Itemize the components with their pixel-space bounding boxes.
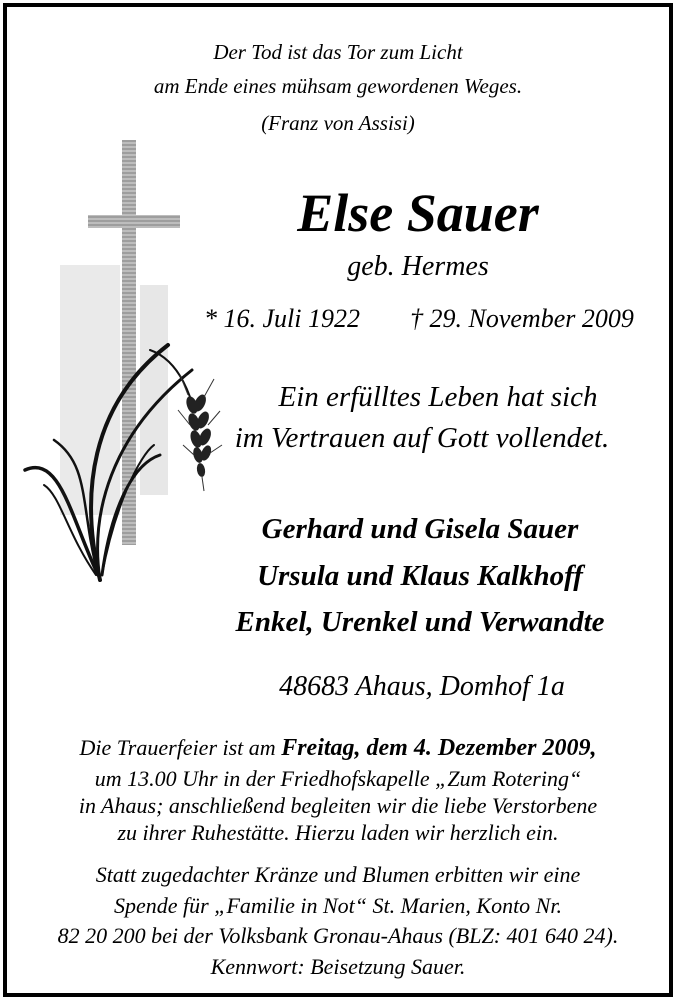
funeral-line-3: in Ahaus; anschließend begleiten wir die liebe Verstorbene	[78, 793, 598, 818]
death-date: † 29. November 2009	[410, 304, 634, 333]
funeral-date: Freitag, dem 4. Dezember 2009,	[281, 735, 597, 761]
motto-line-1: Der Tod ist das Tor zum Licht	[213, 40, 463, 64]
donation-line-1: Statt zugedachter Kränze und Blumen erbitten wir eine	[95, 862, 581, 887]
donation-line-2: Spende für „Familie in Not“ St. Marien, Konto Nr.	[114, 893, 562, 918]
verse-line-2: im Vertrauen auf Gott vollendet.	[234, 422, 610, 454]
birth-name: geb. Hermes	[347, 251, 489, 282]
motto-line-2: am Ende eines mühsam gewordenen Weges.	[153, 74, 523, 98]
funeral-line-4: zu ihrer Ruhestätte. Hierzu laden wir herzlich ein.	[117, 820, 559, 845]
life-dates	[0, 306, 676, 336]
donation-line-3: 82 20 200 bei der Volksbank Gronau-Ahaus (BLZ: 401 640 24).	[57, 923, 619, 948]
birth-date: * 16. Juli 1922	[204, 304, 360, 333]
mourner-line-3: Enkel, Urenkel und Verwandte	[235, 606, 605, 638]
address: 48683 Ahaus, Domhof 1a	[279, 671, 565, 702]
verse-line-1: Ein erfülltes Leben hat sich	[278, 381, 598, 413]
funeral-line-1	[0, 736, 676, 760]
motto-source: (Franz von Assisi)	[261, 111, 415, 135]
funeral-intro: Die Trauerfeier ist am	[79, 735, 282, 760]
funeral-line-2: um 13.00 Uhr in der Friedhofskapelle „Zum Rotering“	[94, 766, 582, 791]
mourner-line-2: Ursula und Klaus Kalkhoff	[257, 560, 583, 592]
mourner-line-1: Gerhard und Gisela Sauer	[261, 513, 579, 545]
deceased-name: Else Sauer	[297, 183, 539, 243]
donation-line-4: Kennwort: Beisetzung Sauer.	[210, 954, 466, 979]
